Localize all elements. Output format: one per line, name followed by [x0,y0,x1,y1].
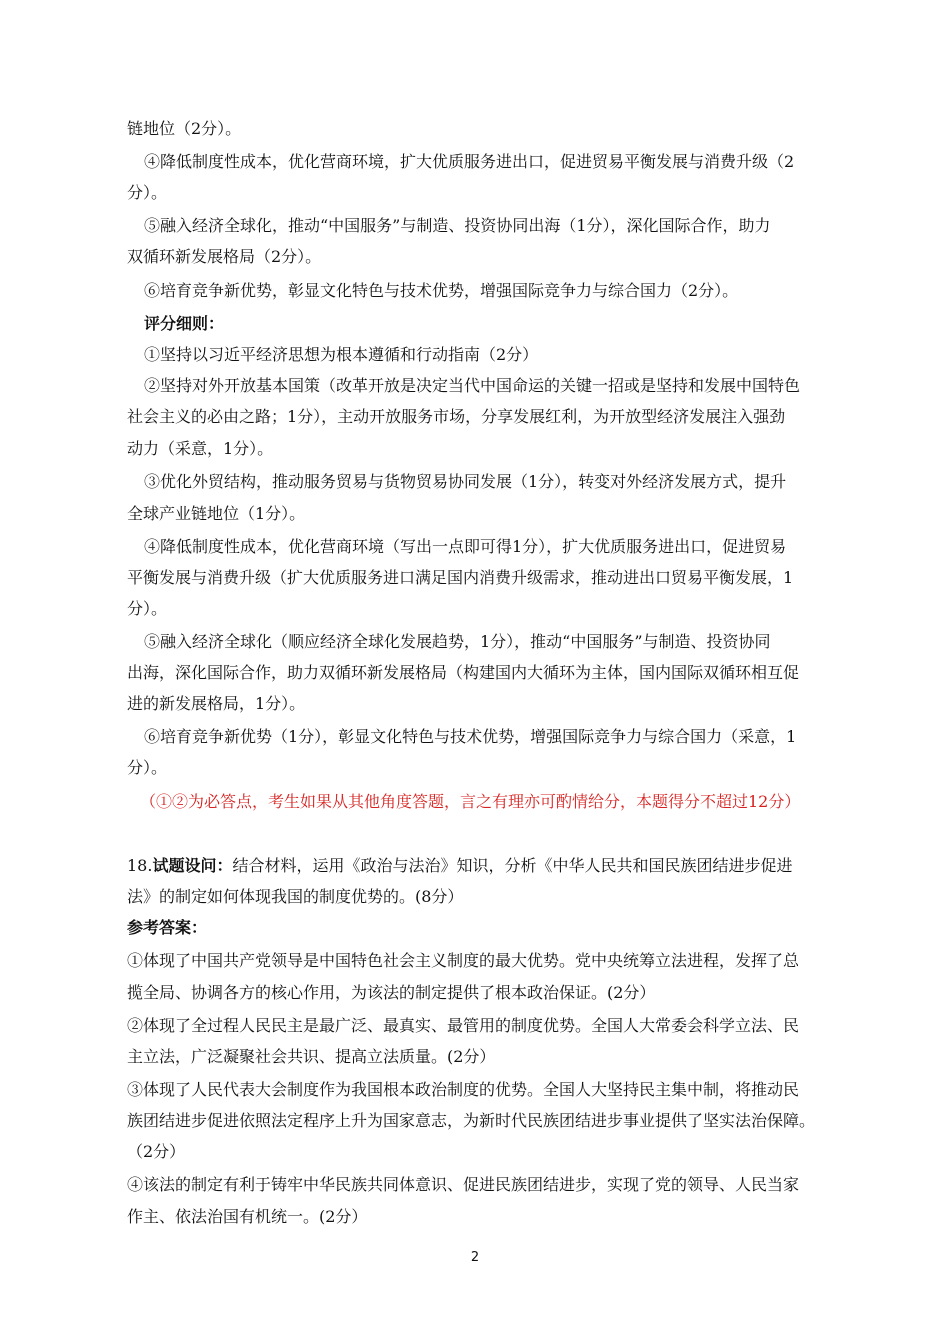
text-line: ②坚持对外开放基本国策（改革开放是决定当代中国命运的关键一招或是坚持和发展中国特色 [144,376,801,395]
text-line: ①坚持以习近平经济思想为根本遵循和行动指南（2分） [144,345,539,364]
text-line: （2分） [127,1142,186,1161]
text-line: 主立法，广泛凝聚社会共识、提高立法质量。(2分） [127,1047,496,1066]
question-text: 结合材料，运用《政治与法治》知识，分析《中华人民共和国民族团结进步促进 [232,856,793,875]
section-heading-scoring: 评分细则： [144,314,225,333]
text-line: ⑤融入经济全球化（顺应经济全球化发展趋势，1分），推动“中国服务”与制造、投资协同 [144,632,771,651]
text-line: ④该法的制定有利于铸牢中华民族共同体意识、促进民族团结进步，实现了党的领导、人民当家 [127,1175,800,1194]
text-line: ①体现了中国共产党领导是中国特色社会主义制度的最大优势。党中央统筹立法进程，发挥了总 [127,951,800,970]
text-line: 族团结进步促进依照法定程序上升为国家意志，为新时代民族团结进步事业提供了坚实法治保障。 [127,1111,816,1130]
text-line: 出海，深化国际合作，助力双循环新发展格局（构建国内大循环为主体，国内国际双循环相互促 [127,663,800,682]
question-18-line [127,855,827,877]
text-line: 全球产业链地位（1分）。 [127,504,306,523]
text-line: ⑤融入经济全球化，推动“中国服务”与制造、投资协同出海（1分），深化国际合作，助力 [144,216,771,235]
text-line: 平衡发展与消费升级（扩大优质服务进口满足国内消费升级需求，推动进出口贸易平衡发展，1 [127,568,794,587]
text-line: ⑥培育竞争新优势（1分），彰显文化特色与技术优势，增强国际竞争力与综合国力（采意，1 [144,727,797,746]
text-line: 法》的制定如何体现我国的制度优势的。(8分） [127,887,464,906]
text-line: 分）。 [127,758,168,777]
question-label: 试题设问： [152,856,233,875]
text-line: 动力（采意，1分）。 [127,439,274,458]
text-line: 社会主义的必由之路；1分），主动开放服务市场，分享发展红利，为开放型经济发展注入强劲 [127,407,786,426]
text-line: 双循环新发展格局（2分）。 [127,247,322,266]
answer-heading: 参考答案： [127,918,208,937]
text-line: ④降低制度性成本，优化营商环境，扩大优质服务进出口，促进贸易平衡发展与消费升级（2 [144,152,795,171]
text-line: ⑥培育竞争新优势，彰显文化特色与技术优势，增强国际竞争力与综合国力（2分）。 [144,281,739,300]
text-line: ③体现了人民代表大会制度作为我国根本政治制度的优势。全国人大坚持民主集中制，将推动民 [127,1080,800,1099]
text-line: 进的新发展格局，1分）。 [127,694,306,713]
text-line: 链地位（2分）。 [127,119,242,138]
question-number: 18. [127,856,153,875]
scoring-note: （①②为必答点，考生如果从其他角度答题，言之有理亦可酌情给分，本题得分不超过12分） [140,792,801,811]
text-line: 分）。 [127,599,168,618]
text-line: ②体现了全过程人民民主是最广泛、最真实、最管用的制度优势。全国人大常委会科学立法、民 [127,1016,800,1035]
text-line: 揽全局、协调各方的核心作用，为该法的制定提供了根本政治保证。(2分） [127,983,656,1002]
text-line: 分）。 [127,183,168,202]
page-number: 2 [470,1250,480,1265]
text-line: ④降低制度性成本，优化营商环境（写出一点即可得1分），扩大优质服务进出口，促进贸易 [144,537,787,556]
text-line: 作主、依法治国有机统一。(2分） [127,1207,368,1226]
text-line: ③优化外贸结构，推动服务贸易与货物贸易协同发展（1分），转变对外经济发展方式，提升 [144,472,787,491]
